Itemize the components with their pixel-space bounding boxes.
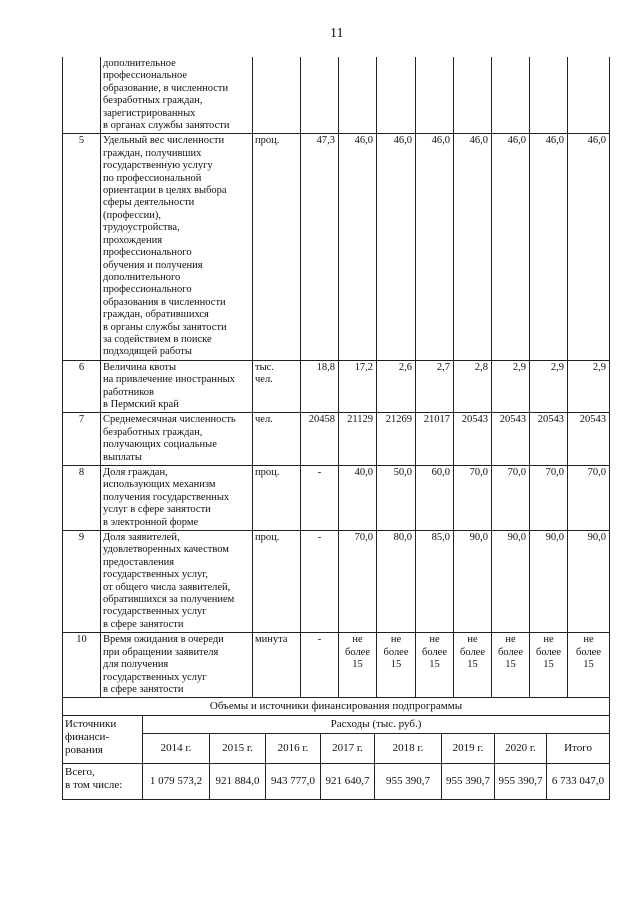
indicator-value bbox=[416, 57, 454, 134]
indicator-value: не более 15 bbox=[530, 633, 568, 698]
indicator-name-line: услуг в сфере занятости bbox=[103, 504, 211, 516]
indicator-row bbox=[63, 531, 610, 633]
year-header: 2018 г. bbox=[375, 734, 442, 764]
indicator-value: 2,7 bbox=[416, 360, 454, 413]
indicator-name-line: государственных услуг bbox=[103, 671, 207, 683]
indicator-name-line: зарегистрированных bbox=[103, 107, 196, 119]
indicator-name-line: для получения bbox=[103, 659, 169, 671]
indicator-name-line: Удельный вес численности bbox=[103, 135, 225, 147]
indicators-table-wrap bbox=[62, 57, 609, 800]
indicator-name-line: государственных услуг bbox=[103, 606, 207, 618]
indicator-unit bbox=[253, 57, 301, 134]
indicator-value: 40,0 bbox=[339, 466, 377, 531]
indicator-value bbox=[568, 57, 610, 134]
indicator-name-line: в сфере занятости bbox=[103, 618, 184, 630]
indicator-name-line: удовлетворенных качеством bbox=[103, 544, 229, 556]
indicator-name-line: получающих социальные bbox=[103, 439, 217, 451]
indicator-name-line: образования в численности bbox=[103, 296, 226, 308]
indicator-number: 6 bbox=[63, 360, 101, 413]
indicator-name bbox=[101, 360, 253, 413]
indicator-name-line: в Пермский край bbox=[103, 398, 179, 410]
indicator-name-line: Время ожидания в очереди bbox=[103, 634, 224, 646]
indicator-row bbox=[63, 633, 610, 698]
indicator-value: 90,0 bbox=[568, 531, 610, 633]
page-number: 11 bbox=[330, 26, 344, 41]
indicator-name-line: Доля заявителей, bbox=[103, 532, 180, 544]
indicator-name-line: по профессиональной bbox=[103, 172, 202, 184]
indicator-number: 9 bbox=[63, 531, 101, 633]
indicator-value: 20543 bbox=[454, 413, 492, 466]
indicator-value: 46,0 bbox=[339, 134, 377, 360]
indicator-value: 20458 bbox=[301, 413, 339, 466]
indicator-value: 85,0 bbox=[416, 531, 454, 633]
indicator-name-line: сферы деятельности bbox=[103, 197, 195, 209]
indicator-name-line: подходящей работы bbox=[103, 346, 192, 358]
indicator-name-line: обучения и получения bbox=[103, 259, 203, 271]
indicator-name-line: в органы службы занятости bbox=[103, 321, 227, 333]
indicator-name-line: Среднемесячная численность bbox=[103, 414, 236, 426]
indicator-value: 17,2 bbox=[339, 360, 377, 413]
indicator-value: 21269 bbox=[377, 413, 416, 466]
indicator-name-line: государственную услугу bbox=[103, 160, 213, 172]
indicator-row bbox=[63, 413, 610, 466]
year-header: 2014 г. bbox=[143, 734, 210, 764]
total-value: 955 390,7 bbox=[442, 764, 495, 800]
indicator-name-line: дополнительное bbox=[103, 58, 176, 69]
indicator-value: 2,8 bbox=[454, 360, 492, 413]
indicator-value: 90,0 bbox=[530, 531, 568, 633]
total-value: 955 390,7 bbox=[375, 764, 442, 800]
year-header: 2017 г. bbox=[321, 734, 375, 764]
indicator-value: - bbox=[301, 633, 339, 698]
indicator-value: 46,0 bbox=[492, 134, 530, 360]
indicators-table bbox=[62, 57, 610, 698]
year-header: 2019 г. bbox=[442, 734, 495, 764]
indicator-value bbox=[301, 57, 339, 134]
total-label bbox=[63, 764, 143, 800]
indicator-value: 70,0 bbox=[530, 466, 568, 531]
indicator-name bbox=[101, 466, 253, 531]
year-header-total: Итого bbox=[547, 734, 610, 764]
indicator-value: - bbox=[301, 531, 339, 633]
indicator-row bbox=[63, 57, 610, 134]
indicator-value: 90,0 bbox=[454, 531, 492, 633]
indicator-name-line: профессионального bbox=[103, 284, 192, 296]
indicator-name-line: государственных услуг, bbox=[103, 569, 209, 581]
indicator-value: 70,0 bbox=[492, 466, 530, 531]
total-label-line: в том числе: bbox=[65, 779, 123, 792]
indicator-name-line: трудоустройства, bbox=[103, 222, 180, 234]
indicator-value bbox=[339, 57, 377, 134]
indicator-value: 2,6 bbox=[377, 360, 416, 413]
indicator-name-line: работников bbox=[103, 386, 154, 398]
indicator-value: не более 15 bbox=[492, 633, 530, 698]
indicator-name-line: профессионального bbox=[103, 247, 192, 259]
indicator-name-line: Доля граждан, bbox=[103, 467, 168, 478]
indicator-name bbox=[101, 134, 253, 360]
indicator-unit-line: проц. bbox=[255, 467, 280, 478]
indicator-name-line: обратившихся за получением bbox=[103, 594, 235, 606]
indicator-name-line: от общего числа заявителей, bbox=[103, 581, 231, 593]
indicator-row bbox=[63, 134, 610, 360]
indicator-name-line: за содействием в поиске bbox=[103, 333, 212, 345]
indicator-name-line: (профессии), bbox=[103, 209, 162, 221]
indicator-value: 20543 bbox=[530, 413, 568, 466]
indicator-unit-line: чел. bbox=[255, 374, 273, 386]
source-header-line: Источники bbox=[65, 718, 117, 731]
indicator-unit-line: тыс. bbox=[255, 361, 274, 373]
total-value-sum: 6 733 047,0 bbox=[547, 764, 610, 800]
indicator-value: 60,0 bbox=[416, 466, 454, 531]
source-header-line: финанси- bbox=[65, 731, 110, 744]
indicator-value: 20543 bbox=[568, 413, 610, 466]
indicator-name-line: при обращении заявителя bbox=[103, 646, 219, 658]
year-header: 2016 г. bbox=[266, 734, 321, 764]
indicator-value: 70,0 bbox=[454, 466, 492, 531]
funding-title: Объемы и источники финансирования подпрограммы bbox=[63, 698, 610, 716]
indicator-name-line: на привлечение иностранных bbox=[103, 374, 235, 386]
indicator-value: не более 15 bbox=[568, 633, 610, 698]
indicator-name-line: безработных граждан, bbox=[103, 95, 203, 107]
indicator-unit-line: проц. bbox=[255, 532, 280, 544]
indicator-value bbox=[377, 57, 416, 134]
indicator-name-line: в электронной форме bbox=[103, 516, 199, 528]
indicator-value: 21017 bbox=[416, 413, 454, 466]
indicator-unit bbox=[253, 134, 301, 360]
indicator-value: 47,3 bbox=[301, 134, 339, 360]
indicator-name-line: получения государственных bbox=[103, 491, 230, 503]
indicator-value: не более 15 bbox=[416, 633, 454, 698]
total-label-line: Всего, bbox=[65, 766, 95, 779]
indicator-name-line: использующих механизм bbox=[103, 479, 216, 491]
indicator-name-line: Величина квоты bbox=[103, 361, 177, 373]
indicator-value: 46,0 bbox=[454, 134, 492, 360]
indicator-name-line: дополнительного bbox=[103, 271, 181, 283]
indicator-name-line: образование, в численности bbox=[103, 82, 229, 94]
indicator-value: 46,0 bbox=[416, 134, 454, 360]
indicator-unit bbox=[253, 360, 301, 413]
year-header: 2015 г. bbox=[210, 734, 266, 764]
indicator-name-line: предоставления bbox=[103, 556, 175, 568]
total-value: 1 079 573,2 bbox=[143, 764, 210, 800]
indicator-number: 7 bbox=[63, 413, 101, 466]
indicator-value: 2,9 bbox=[530, 360, 568, 413]
indicator-value: 21129 bbox=[339, 413, 377, 466]
indicator-unit-line: чел. bbox=[255, 414, 273, 426]
indicator-name-line: выплаты bbox=[103, 451, 142, 463]
indicator-value bbox=[530, 57, 568, 134]
year-header: 2020 г. bbox=[495, 734, 547, 764]
indicator-value: 46,0 bbox=[568, 134, 610, 360]
funding-table bbox=[62, 698, 610, 800]
indicator-value: 70,0 bbox=[339, 531, 377, 633]
total-value: 943 777,0 bbox=[266, 764, 321, 800]
total-value: 921 884,0 bbox=[210, 764, 266, 800]
indicator-name-line: профессиональное bbox=[103, 70, 188, 82]
indicator-value: 50,0 bbox=[377, 466, 416, 531]
indicator-name-line: в органах службы занятости bbox=[103, 120, 230, 132]
indicator-value: не более 15 bbox=[377, 633, 416, 698]
expenses-header: Расходы (тыс. руб.) bbox=[143, 716, 610, 734]
indicator-value: не более 15 bbox=[339, 633, 377, 698]
indicator-number: 8 bbox=[63, 466, 101, 531]
indicator-name bbox=[101, 531, 253, 633]
indicator-value: 2,9 bbox=[492, 360, 530, 413]
indicator-name-line: граждан, получивших bbox=[103, 147, 202, 159]
indicator-unit bbox=[253, 413, 301, 466]
indicator-row bbox=[63, 466, 610, 531]
total-value: 921 640,7 bbox=[321, 764, 375, 800]
indicator-name-line: безработных граждан, bbox=[103, 426, 203, 438]
indicator-unit bbox=[253, 633, 301, 698]
indicator-number bbox=[63, 57, 101, 134]
indicator-value bbox=[492, 57, 530, 134]
source-header-line: рования bbox=[65, 744, 103, 757]
indicator-name-line: в сфере занятости bbox=[103, 683, 184, 695]
indicator-name bbox=[101, 633, 253, 698]
indicator-unit-line: проц. bbox=[255, 135, 280, 147]
indicator-value bbox=[454, 57, 492, 134]
total-value: 955 390,7 bbox=[495, 764, 547, 800]
indicator-value: 46,0 bbox=[530, 134, 568, 360]
indicator-unit-line: минута bbox=[255, 634, 288, 646]
indicator-name-line: граждан, обратившихся bbox=[103, 309, 209, 321]
indicator-value: 46,0 bbox=[377, 134, 416, 360]
indicator-value: не более 15 bbox=[454, 633, 492, 698]
indicator-value: 2,9 bbox=[568, 360, 610, 413]
indicator-name-line: прохождения bbox=[103, 234, 163, 246]
indicator-value: 80,0 bbox=[377, 531, 416, 633]
indicator-name-line: ориентации в целях выбора bbox=[103, 185, 227, 197]
indicator-value: 90,0 bbox=[492, 531, 530, 633]
indicator-number: 10 bbox=[63, 633, 101, 698]
indicator-unit bbox=[253, 531, 301, 633]
indicator-number: 5 bbox=[63, 134, 101, 360]
indicator-value: - bbox=[301, 466, 339, 531]
indicator-value: 70,0 bbox=[568, 466, 610, 531]
indicator-value: 20543 bbox=[492, 413, 530, 466]
indicator-unit bbox=[253, 466, 301, 531]
funding-source-header bbox=[63, 716, 143, 764]
indicator-row bbox=[63, 360, 610, 413]
indicator-value: 18,8 bbox=[301, 360, 339, 413]
indicator-name bbox=[101, 57, 253, 134]
indicator-name bbox=[101, 413, 253, 466]
